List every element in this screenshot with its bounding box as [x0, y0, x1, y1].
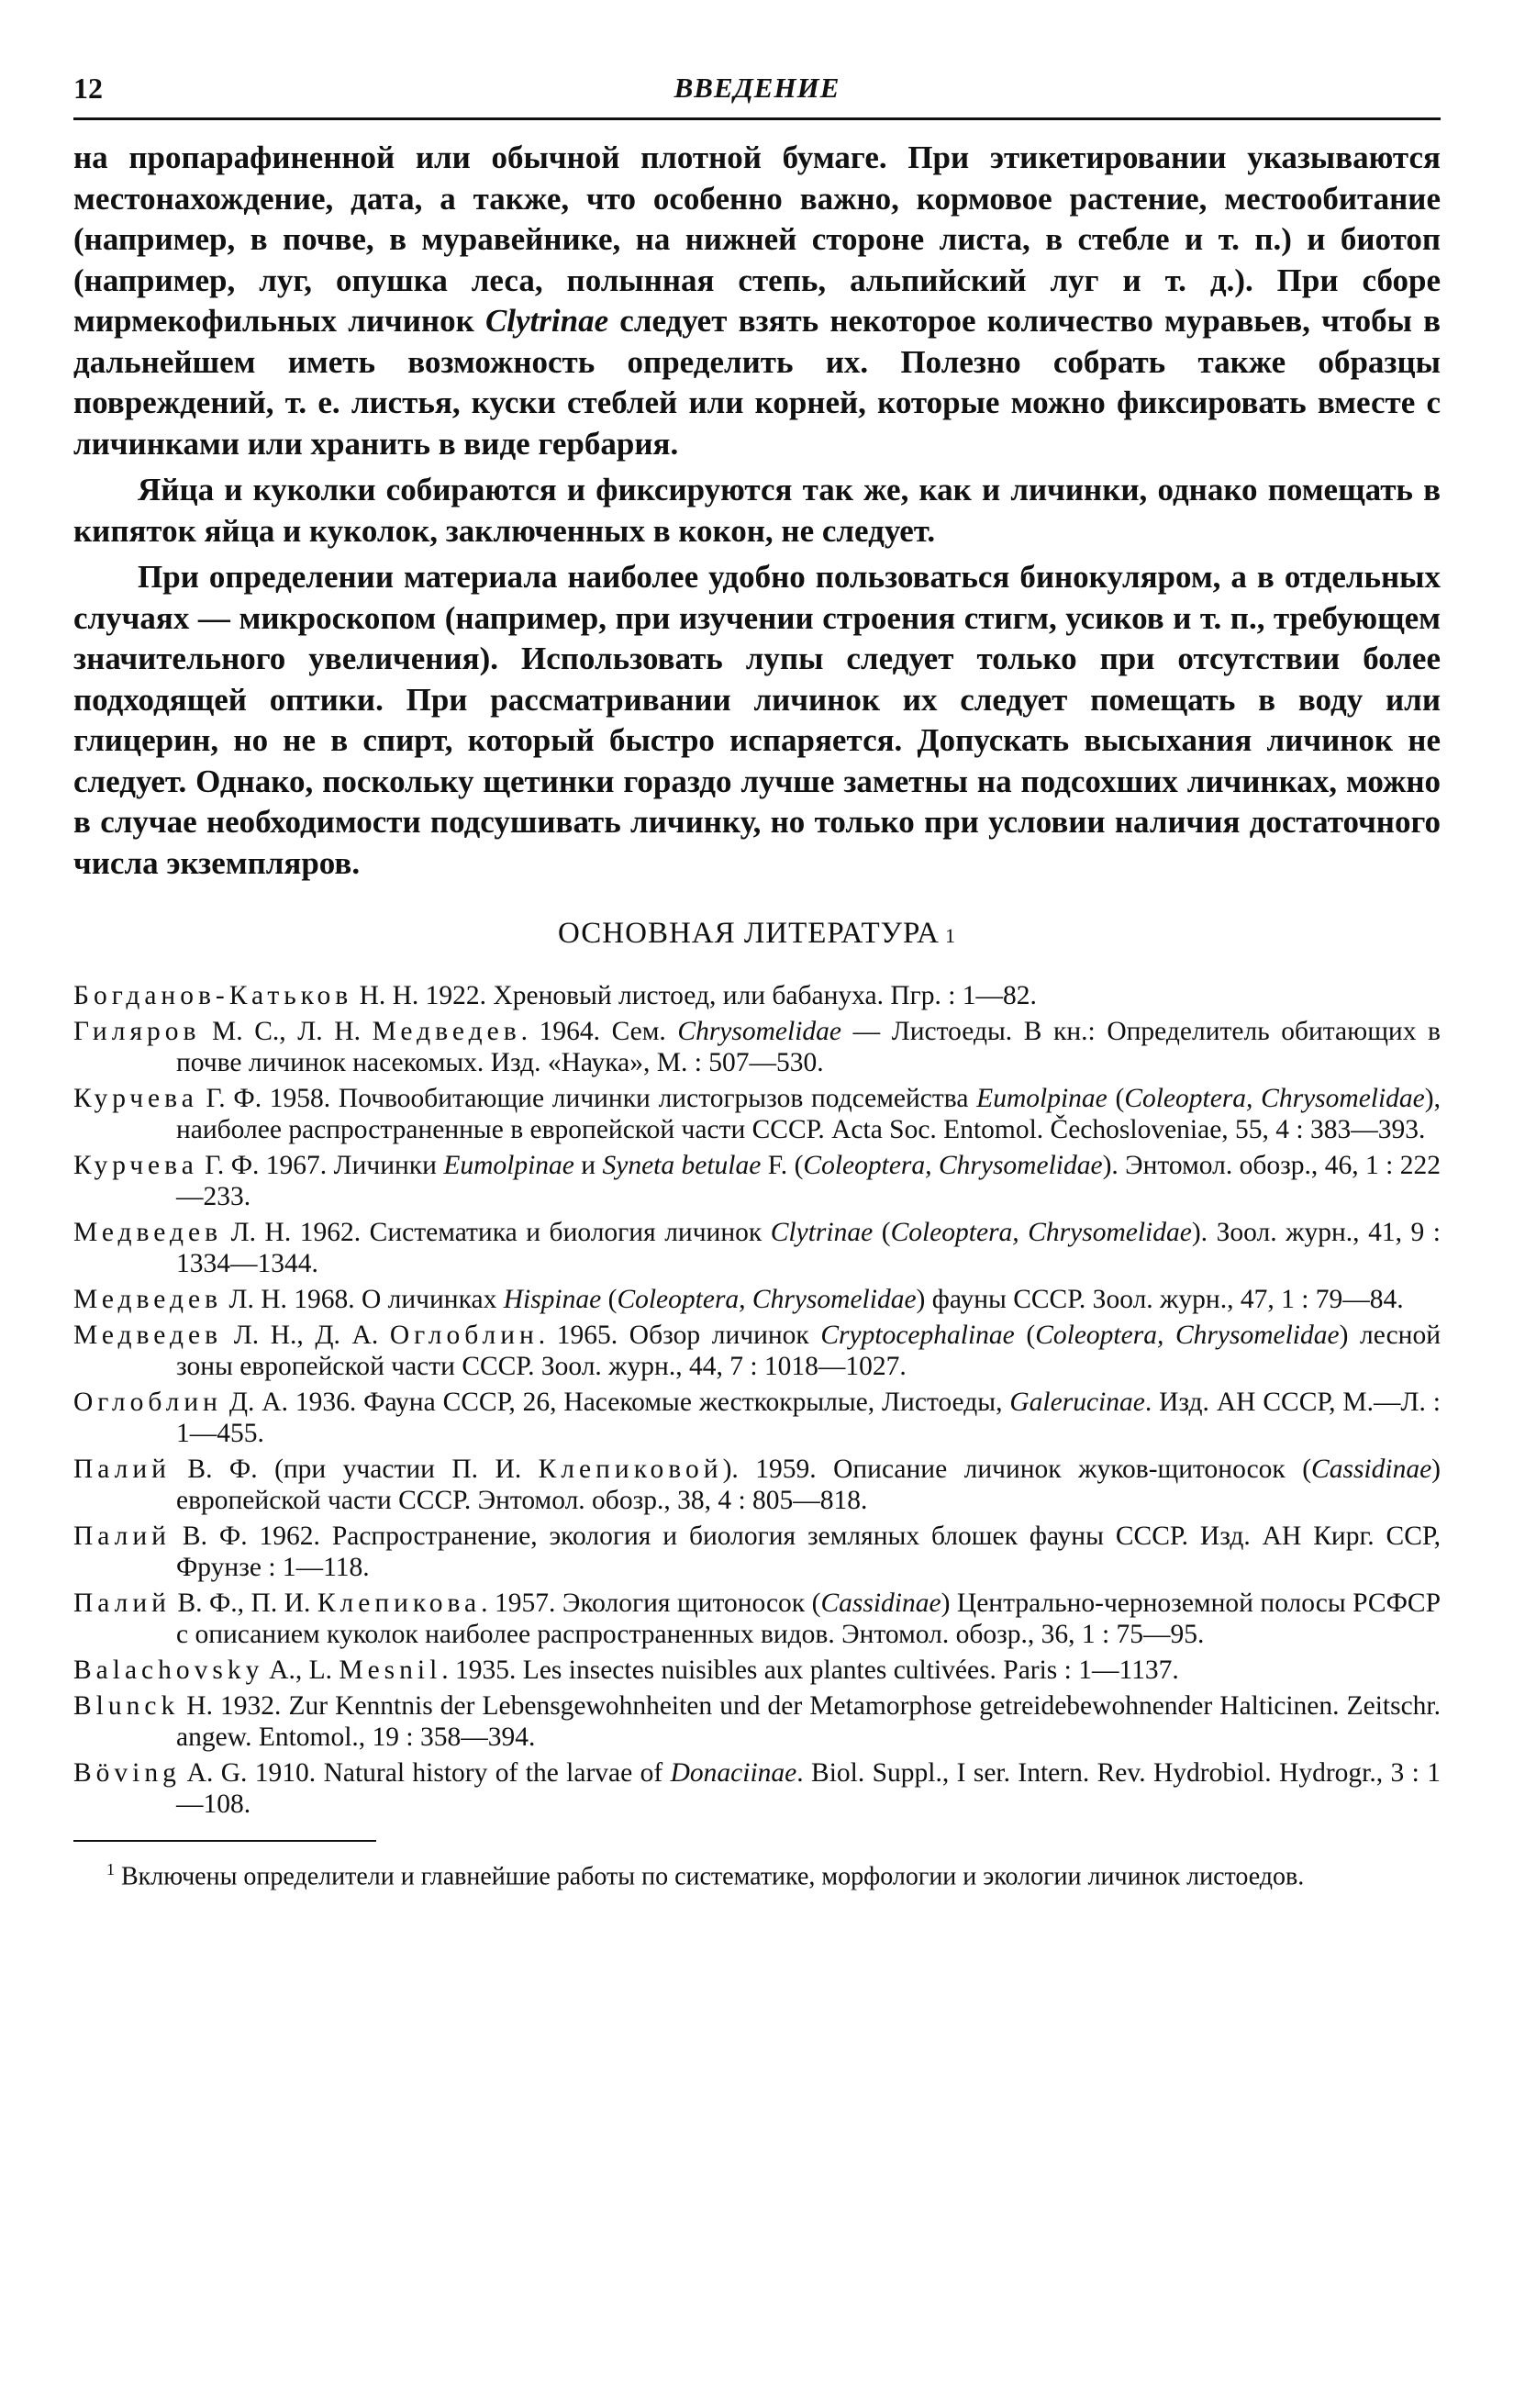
reference-item	[73, 1690, 1441, 1753]
reference-taxon: Coleoptera, Chrysomelidae	[1124, 1084, 1425, 1113]
reference-list	[73, 980, 1441, 1820]
reference-text: ). 1959. Описание личинок жуков-щитоносок (	[722, 1455, 1312, 1484]
reference-taxon: Syneta betulae	[602, 1151, 762, 1180]
reference-text: . Biol. Suppl., I ser. Intern. Rev. Hydrobiol. Hydrogr., 3 : 1—108.	[176, 1758, 1441, 1819]
running-header	[73, 64, 1441, 112]
reference-text: Г. Ф. 1958. Почвообитающие личинки листогрызов подсемейства	[197, 1084, 977, 1113]
reference-taxon: Hispinae	[503, 1285, 602, 1314]
running-title: ВВЕДЕНИЕ	[673, 72, 840, 104]
reference-text: Н. Н. 1922. Хреновый листоед, или бабануха. Пгр. : 1—82.	[352, 981, 1037, 1010]
reference-taxon: Chrysomelidae	[677, 1017, 842, 1046]
reference-text: В. Ф., П. И.	[170, 1589, 317, 1618]
reference-text: (	[601, 1285, 618, 1314]
reference-item	[73, 1588, 1441, 1650]
reference-author: Палий	[73, 1455, 171, 1484]
reference-text: ) Центрально-черноземной полосы РСФСР с описанием куколок наиболее распространенных видов. Энтомол. обозр., 36, 1 : 75—95.	[176, 1589, 1441, 1649]
reference-taxon: Eumolpinae	[443, 1151, 574, 1180]
reference-author: Медведев	[73, 1285, 223, 1314]
reference-taxon: Coleoptera, Chrysomelidae	[1035, 1321, 1340, 1350]
footnote-mark: 1	[944, 924, 956, 947]
reference-text: ) европейской части СССР. Энтомол. обозр., 38, 4 : 805—818.	[176, 1455, 1441, 1515]
reference-text: . 1964. Сем.	[520, 1017, 678, 1046]
page-number: 12	[73, 72, 103, 105]
reference-text: H. 1932. Zur Kenntnis der Lebensgewohnheiten und der Metamorphose getreidebewohnender Halticinen. Zeitschr. angew. Entomol., 19 : 358—394.	[176, 1691, 1441, 1752]
literature-heading: ОСНОВНАЯ ЛИТЕРАТУРА 1	[558, 917, 956, 950]
paragraph-3: При определении материала наиболее удобно пользоваться бинокуляром, а в отдельных случаях — микроскопом (например, при изучении строения стигм, усиков и т. п., требующем значительного увеличения). Использовать лупы следует только при отсутствии более подходящей оптики. При рассматривании личинок их следует помещать в воду или глицерин, но не в спирт, который быстро испаряется. Допускать высыхания личинок не следует. Однако, поскольку щетинки гораздо лучше заметны на подсохших личинках, можно в случае необходимости подсушивать личинку, но только при условии наличия достаточного числа экземпляров.	[73, 559, 1441, 881]
reference-text: ), наиболее распространенные в европейской части СССР. Acta Soc. Entomol. Čechosloveniae, 55, 4 : 383—393.	[176, 1084, 1441, 1144]
reference-author: Böving	[73, 1758, 181, 1788]
reference-taxon: Coleoptera, Chrysomelidae	[803, 1151, 1103, 1180]
reference-text: ). Энтомол. обозр., 46, 1 : 222—233.	[176, 1151, 1442, 1211]
reference-author: Курчева	[73, 1151, 198, 1180]
reference-text: . 1935. Les insectes nuisibles aux plantes cultivées. Paris : 1—1137.	[441, 1656, 1179, 1685]
reference-author: Курчева	[73, 1084, 198, 1113]
reference-text: — Листоеды. В кн.: Определитель обитающих в почве личинок насекомых. Изд. «Наука», М. : 507—530.	[176, 1017, 1441, 1077]
reference-text: В. Ф. (при участии П. И.	[170, 1455, 539, 1484]
reference-author: Клепикова	[317, 1589, 482, 1618]
paragraph-1: на пропарафиненной или обычной плотной бумаге. При этикетировании указываются местонахождение, дата, а также, что особенно важно, кормовое растение, местообитание (например, в почве, в муравейнике, на нижней стороне листа, в стебле и т. п.) и биотоп (например, луг, опушка леса, полынная степь, альпийский луг и т. д.). При сборе мирмекофильных личинок Clytrinae следует взять некоторое количество муравьев, чтобы в дальнейшем иметь возможность определить их. Полезно собрать также образцы повреждений, т. е. листья, куски стеблей или корней, которые можно фиксировать вместе с личинками или хранить в виде гербария.	[73, 139, 1441, 462]
reference-author: Палий	[73, 1522, 171, 1551]
reference-item	[73, 1454, 1441, 1516]
reference-item	[73, 1757, 1441, 1820]
reference-text: Л. Н. 1962. Систематика и биология личинок	[222, 1218, 771, 1247]
reference-author: Медведев	[73, 1321, 223, 1350]
reference-author: Палий	[73, 1589, 171, 1618]
reference-text: . Изд. АН СССР, М.—Л. : 1—455.	[176, 1388, 1441, 1448]
reference-author: Balachovsky	[73, 1656, 264, 1685]
reference-author: Медведев	[73, 1218, 223, 1247]
reference-text: М. С., Л. Н.	[200, 1017, 373, 1046]
reference-item	[73, 1150, 1441, 1212]
reference-taxon: Donaciinae	[670, 1758, 797, 1788]
reference-item	[73, 1521, 1441, 1583]
reference-taxon: Eumolpinae	[976, 1084, 1108, 1113]
reference-item	[73, 1284, 1441, 1315]
reference-text: A. G. 1910. Natural history of the larvae of	[180, 1758, 671, 1788]
reference-text: Г. Ф. 1967. Личинки	[197, 1151, 444, 1180]
reference-taxon: Coleoptera, Chrysomelidae	[890, 1218, 1192, 1247]
reference-text: ). Зоол. журн., 41, 9 : 1334—1344.	[176, 1218, 1441, 1278]
reference-taxon: Coleoptera, Chrysomelidae	[617, 1285, 917, 1314]
reference-text: и	[573, 1151, 603, 1180]
reference-text: (	[1107, 1084, 1125, 1113]
reference-author: Оглоблин	[73, 1388, 222, 1417]
reference-item	[73, 1387, 1441, 1449]
reference-taxon: Cassidinae	[1311, 1455, 1432, 1484]
paragraph-2: Яйца и куколки собираются и фиксируются так же, как и личинки, однако помещать в кипяток яйца и куколок, заключенных в кокон, не следует.	[73, 472, 1441, 549]
reference-text: Д. А. 1936. Фауна СССР, 26, Насекомые жесткокрылые, Листоеды,	[221, 1388, 1010, 1417]
reference-text: . 1957. Экология щитоносок (	[481, 1589, 821, 1618]
reference-text: (	[1014, 1321, 1036, 1350]
reference-text: ) лесной зоны европейской части СССР. Зоол. журн., 44, 7 : 1018—1027.	[176, 1321, 1442, 1381]
reference-text: ) фауны СССР. Зоол. журн., 47, 1 : 79—84.	[916, 1285, 1404, 1314]
reference-text: A., L.	[263, 1656, 340, 1685]
reference-text: F. (	[761, 1151, 804, 1180]
reference-taxon: Cryptocephalinae	[820, 1321, 1015, 1350]
reference-author: Клепиковой	[538, 1455, 723, 1484]
reference-author: Оглоблин	[389, 1321, 539, 1350]
reference-item	[73, 1217, 1441, 1279]
reference-item	[73, 980, 1441, 1011]
reference-taxon: Cassidinae	[820, 1589, 941, 1618]
reference-text: В. Ф. 1962. Распространение, экология и биология земляных блошек фауны СССР. Изд. АН Кирг. ССР, Фрунзе : 1—118.	[170, 1522, 1441, 1582]
footnote-rule	[73, 1840, 376, 1842]
reference-text: . 1965. Обзор личинок	[538, 1321, 821, 1350]
footnote: $^1$ Включены определители и главнейшие работы по систематике, морфологии и экологии личинок листоедов.	[106, 1860, 1305, 1891]
reference-author: Blunck	[73, 1691, 180, 1721]
header-rule	[73, 117, 1441, 120]
reference-item	[73, 1655, 1441, 1686]
reference-author: Медведев	[372, 1017, 521, 1046]
page	[73, 64, 1441, 1891]
reference-author: Богданов-Катьков	[73, 981, 353, 1010]
reference-author: Гиляров	[73, 1017, 201, 1046]
reference-text: (	[873, 1218, 891, 1247]
reference-author: Mesnil	[339, 1656, 442, 1685]
reference-item	[73, 1016, 1441, 1078]
reference-item	[73, 1083, 1441, 1145]
reference-text: Л. Н., Д. А.	[222, 1321, 390, 1350]
reference-taxon: Clytrinae	[770, 1218, 874, 1247]
reference-text: Л. Н. 1968. О личинках	[222, 1285, 504, 1314]
reference-item	[73, 1320, 1441, 1382]
reference-taxon: Galerucinae	[1009, 1388, 1145, 1417]
body-text	[73, 138, 1441, 884]
